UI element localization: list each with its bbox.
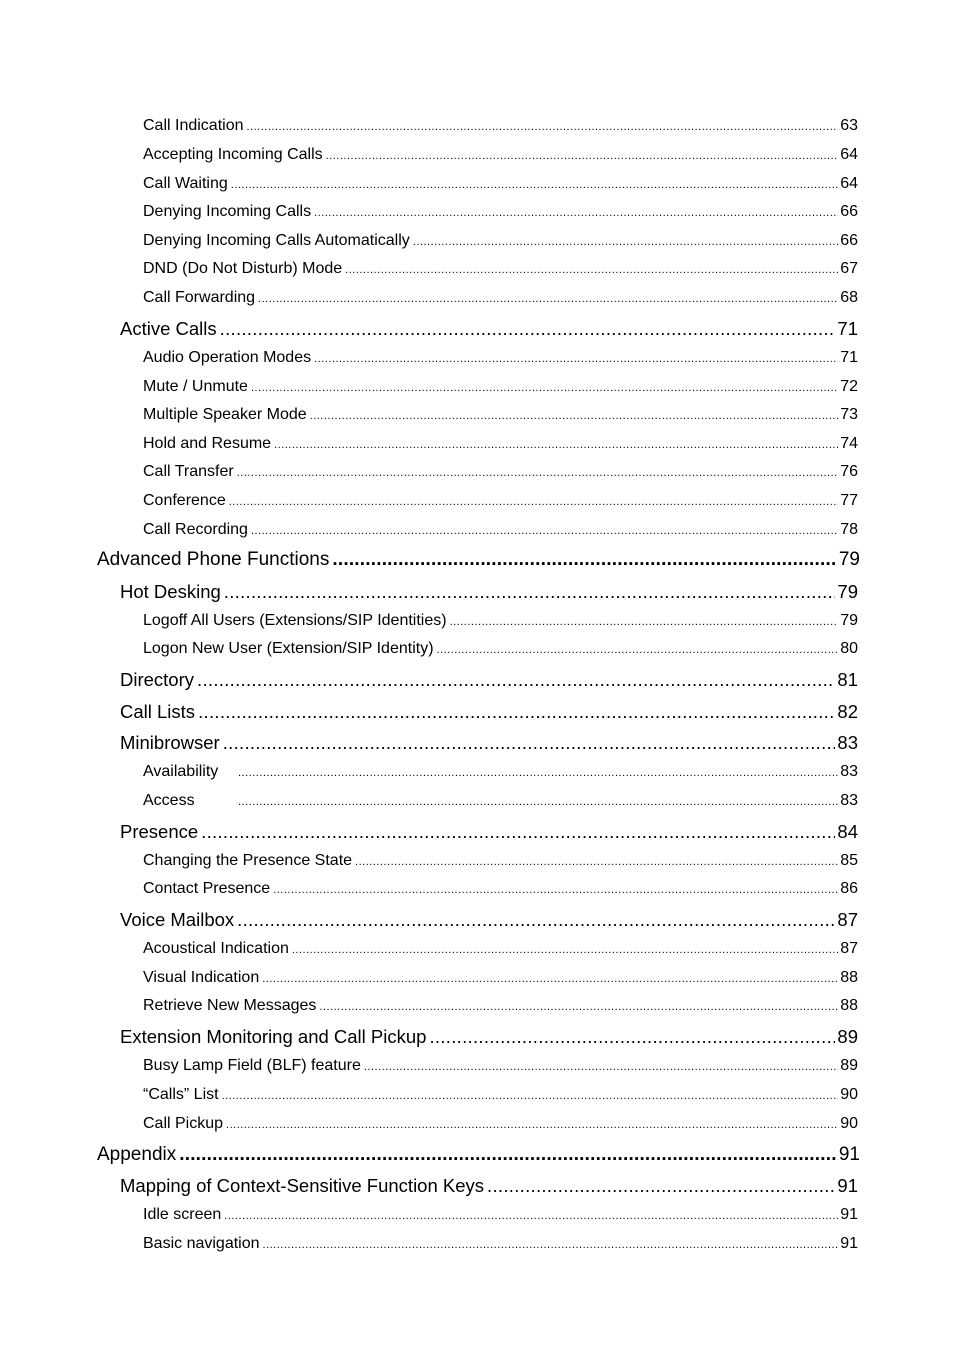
toc-dot-leader [326, 150, 839, 162]
toc-subsection-entry[interactable] [143, 175, 858, 197]
toc-dot-leader [364, 1061, 838, 1073]
toc-subsection-entry[interactable] [143, 612, 858, 634]
toc-subsection-entry[interactable] [143, 940, 858, 962]
toc-entry-title: Basic navigation [143, 1235, 260, 1252]
toc-subsection-entry[interactable] [143, 232, 858, 254]
toc-section-entry[interactable] [120, 1026, 858, 1052]
toc-entry-title: Call Pickup [143, 1115, 224, 1132]
toc-dot-leader [179, 1144, 837, 1166]
toc-entry-title: Busy Lamp Field (BLF) feature [143, 1057, 361, 1074]
toc-section-entry[interactable] [120, 821, 858, 847]
toc-subsection-entry[interactable] [143, 521, 858, 543]
toc-page-number: 78 [840, 521, 858, 538]
toc-dot-leader [332, 549, 836, 571]
toc-entry-title: Denying Incoming Calls [143, 203, 312, 220]
toc-dot-leader [197, 669, 835, 691]
toc-subsection-entry[interactable] [143, 463, 858, 485]
toc-chapter-entry[interactable] [97, 1144, 860, 1170]
toc-entry-title: DND (Do Not Disturb) Mode [143, 260, 343, 277]
toc-page-number: 91 [837, 1175, 858, 1196]
toc-entry-title: Availability [143, 763, 219, 780]
toc-dot-leader [231, 179, 838, 191]
toc-entry-title: Mapping of Context-Sensitive Function Keys [120, 1175, 485, 1196]
toc-dot-leader [437, 644, 839, 656]
toc-page-number: 72 [840, 378, 858, 395]
toc-dot-leader [220, 318, 836, 340]
toc-page-number: 68 [840, 289, 858, 306]
toc-page-number: 83 [837, 732, 858, 753]
toc-page-number: 91 [840, 1235, 858, 1252]
toc-dot-leader [274, 439, 838, 451]
toc-entry-title: Hot Desking [120, 581, 221, 602]
toc-page-number: 82 [837, 701, 858, 722]
toc-subsection-entry[interactable] [143, 289, 858, 311]
toc-page-number: 87 [840, 940, 858, 957]
toc-page-number: 66 [840, 203, 858, 220]
toc-entry-title: Logon New User (Extension/SIP Identity) [143, 640, 434, 657]
toc-entry-title: Advanced Phone Functions [97, 549, 330, 570]
toc-page-number: 66 [840, 232, 858, 249]
toc-page-number: 79 [837, 581, 858, 602]
toc-dot-leader [222, 1090, 839, 1102]
toc-subsection-entry[interactable] [143, 492, 858, 514]
toc-dot-leader [314, 207, 838, 219]
toc-subsection-entry[interactable] [143, 1115, 858, 1137]
toc-dot-leader [198, 701, 835, 723]
toc-subsection-entry[interactable] [143, 349, 858, 371]
toc-dot-leader [345, 264, 838, 276]
toc-dot-leader [292, 944, 838, 956]
toc-page-number: 67 [840, 260, 858, 277]
toc-page-number: 64 [840, 146, 858, 163]
toc-page-number: 80 [840, 640, 858, 657]
toc-entry-title: Appendix [97, 1144, 177, 1165]
toc-section-entry[interactable] [120, 1175, 858, 1201]
toc-dot-leader [201, 821, 835, 843]
toc-dot-leader [251, 525, 838, 537]
toc-subsection-entry[interactable] [143, 146, 858, 168]
toc-subsection-entry[interactable] [143, 435, 858, 457]
toc-subsection-entry[interactable] [143, 117, 858, 139]
toc-page-number: 79 [838, 549, 860, 570]
toc-dot-leader [237, 467, 839, 479]
toc-entry-title: Call Waiting [143, 175, 228, 192]
toc-entry-title: Hold and Resume [143, 435, 272, 452]
toc-page-number: 76 [840, 463, 858, 480]
toc-dot-leader [487, 1175, 835, 1197]
toc-section-entry[interactable] [120, 909, 858, 935]
toc-chapter-entry[interactable] [97, 549, 860, 575]
toc-dot-leader [224, 1210, 838, 1222]
toc-entry-title: Call Lists [120, 701, 196, 722]
toc-entry-title: Access [143, 792, 195, 809]
toc-entry-title: Call Recording [143, 521, 248, 538]
toc-dot-leader [251, 382, 838, 394]
toc-page-number: 71 [837, 318, 858, 339]
toc-subsection-entry[interactable] [143, 378, 858, 400]
toc-dot-leader [319, 1001, 838, 1013]
toc-page-number: 87 [837, 909, 858, 930]
toc-entry-title: Minibrowser [120, 732, 220, 753]
toc-page-number: 89 [840, 1057, 858, 1074]
toc-subsection-entry[interactable] [143, 1086, 858, 1108]
toc-entry-title: Call Transfer [143, 463, 234, 480]
toc-subsection-entry[interactable] [143, 203, 858, 225]
toc-entry-title: Visual Indication [143, 969, 260, 986]
toc-page-number: 90 [840, 1115, 858, 1132]
toc-subsection-entry[interactable] [143, 763, 858, 785]
toc-subsection-entry[interactable] [143, 260, 858, 282]
toc-subsection-entry[interactable] [143, 1057, 858, 1079]
toc-page-number: 83 [840, 792, 858, 809]
toc-entry-title: Audio Operation Modes [143, 349, 312, 366]
toc-subsection-entry[interactable] [143, 997, 858, 1019]
toc-entry-title: Active Calls [120, 318, 217, 339]
toc-subsection-entry[interactable] [143, 406, 858, 428]
toc-entry-title: Call Indication [143, 117, 244, 134]
toc-entry-title: Denying Incoming Calls Automatically [143, 232, 410, 249]
toc-dot-leader [262, 973, 838, 985]
toc-entry-title: Mute / Unmute [143, 378, 248, 395]
toc-dot-leader [223, 732, 836, 754]
toc-subsection-entry[interactable] [143, 852, 858, 874]
toc-entry-title: Voice Mailbox [120, 909, 235, 930]
toc-dot-leader [429, 1026, 835, 1048]
toc-subsection-entry[interactable] [143, 640, 858, 662]
toc-entry-title: Retrieve New Messages [143, 997, 317, 1014]
toc-page-number: 79 [840, 612, 858, 629]
toc-entry-title: Multiple Speaker Mode [143, 406, 307, 423]
toc-page-number: 73 [840, 406, 858, 423]
toc-entry-title: Changing the Presence State [143, 852, 353, 869]
toc-dot-leader [355, 856, 838, 868]
toc-dot-leader [229, 496, 838, 508]
toc-entry-title: “Calls” List [143, 1086, 219, 1103]
toc-dot-leader [273, 884, 838, 896]
toc-entry-title: Presence [120, 821, 199, 842]
toc-page-number: 74 [840, 435, 858, 452]
toc-dot-leader [450, 616, 839, 628]
toc-subsection-entry[interactable] [143, 792, 858, 814]
toc-entry-title: Contact Presence [143, 880, 271, 897]
toc-page-number: 77 [840, 492, 858, 509]
toc-page-number: 88 [840, 997, 858, 1014]
toc-entry-title: Directory [120, 669, 195, 690]
toc-section-entry[interactable] [120, 701, 858, 727]
toc-dot-leader [310, 410, 839, 422]
toc-entry-title: Extension Monitoring and Call Pickup [120, 1026, 427, 1047]
toc-page-number: 91 [838, 1144, 860, 1165]
toc-dot-leader [224, 581, 836, 603]
toc-page-number: 88 [840, 969, 858, 986]
toc-entry-title: Idle screen [143, 1206, 222, 1223]
toc-page-number: 83 [840, 763, 858, 780]
toc-page-number: 91 [840, 1206, 858, 1223]
toc-page-number: 89 [837, 1026, 858, 1047]
toc-entry-title: Accepting Incoming Calls [143, 146, 323, 163]
toc-dot-leader [247, 121, 839, 133]
toc-section-entry[interactable] [120, 318, 858, 344]
toc-page-number: 63 [840, 117, 858, 134]
toc-dot-leader [263, 1239, 839, 1251]
toc-page-number: 71 [840, 349, 858, 366]
toc-page-number: 84 [837, 821, 858, 842]
toc-entry-title: Conference [143, 492, 226, 509]
toc-subsection-entry[interactable] [143, 1206, 858, 1228]
toc-page-number: 64 [840, 175, 858, 192]
toc-dot-leader [413, 236, 838, 248]
toc-dot-leader [314, 353, 838, 365]
toc-dot-leader [226, 1119, 838, 1131]
toc-section-entry[interactable] [120, 669, 858, 695]
toc-entry-title: Call Forwarding [143, 289, 256, 306]
toc-subsection-entry[interactable] [143, 880, 858, 902]
toc-page-number: 86 [840, 880, 858, 897]
toc-page-number: 85 [840, 852, 858, 869]
toc-entry-title: Acoustical Indication [143, 940, 289, 957]
toc-dot-leader [238, 767, 838, 779]
toc-dot-leader [258, 293, 838, 305]
toc-subsection-entry[interactable] [143, 1235, 858, 1257]
toc-dot-leader [238, 796, 838, 808]
toc-subsection-entry[interactable] [143, 969, 858, 991]
toc-page-number: 90 [840, 1086, 858, 1103]
toc-page-number: 81 [837, 669, 858, 690]
toc-section-entry[interactable] [120, 581, 858, 607]
toc-section-entry[interactable] [120, 732, 858, 758]
toc-entry-title: Logoff All Users (Extensions/SIP Identities) [143, 612, 447, 629]
toc-dot-leader [237, 909, 835, 931]
